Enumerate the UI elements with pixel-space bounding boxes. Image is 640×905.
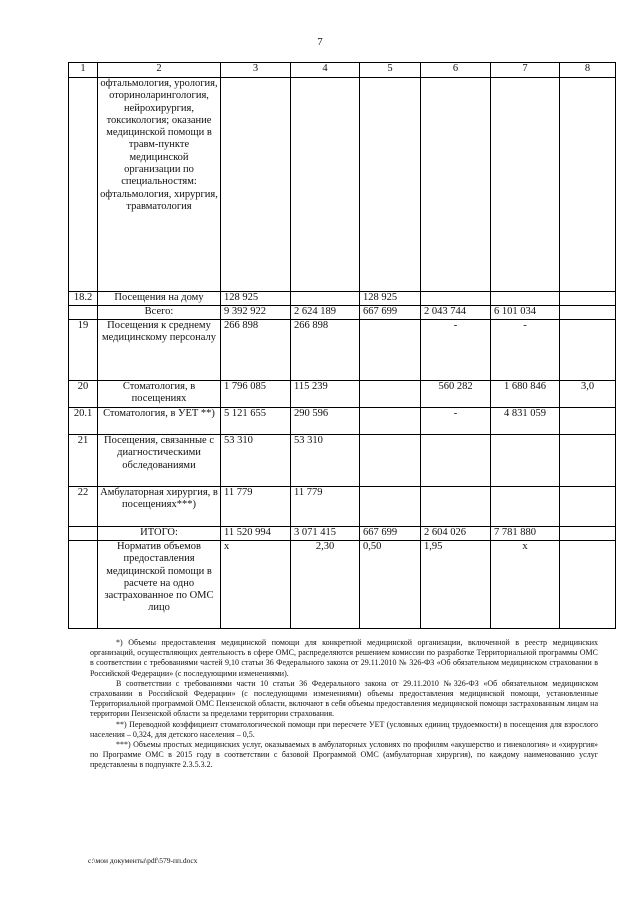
row-number bbox=[69, 78, 98, 292]
column-header: 2 bbox=[98, 63, 221, 78]
row-number bbox=[69, 527, 98, 541]
footnote: ***) Объемы простых медицинских услуг, оказываемых в амбулаторных условиях по профилям «акушерство и гинекология» и «хирургия» по Программе ОМС в 2015 году в соответствии с базовой Программой ОМС (амбулаторная хирургия), по каждому наименованию услуг представлены в подпункте 2.3.5.3.2. bbox=[90, 740, 598, 770]
table-cell bbox=[491, 292, 560, 306]
data-table bbox=[68, 62, 616, 629]
table-cell: 1 796 085 bbox=[221, 381, 291, 408]
table-cell: 53 310 bbox=[291, 435, 360, 487]
table-cell bbox=[491, 78, 560, 292]
table-cell bbox=[360, 78, 421, 292]
table-cell bbox=[560, 320, 616, 381]
table-cell bbox=[560, 435, 616, 487]
footnote: **) Переводной коэффициент стоматологической помощи при пересчете УЕТ (условных единиц трудоемкости) в посещения для взрослого населения – 0,324, для детского населения – 0,5. bbox=[90, 719, 598, 739]
table-row bbox=[69, 487, 616, 527]
table-cell: 667 699 bbox=[360, 306, 421, 320]
footnote: В соответствии с требованиями части 10 статьи 36 Федерального закона от 29.11.2010 №326-ФЗ «Об обязательном медицинском страховании в Российской Федерации» (с последующими изменениями) объемы предоставления медицинской помощи, установленные Территориальной программой ОМС Пензенской области, включают в себя объемы предоставления медицинской помощи застрахованным лицам на территории Пензенской области за пределами территории страхования. bbox=[90, 678, 598, 719]
row-label: Всего: bbox=[98, 306, 221, 320]
table-cell bbox=[360, 320, 421, 381]
table-row bbox=[69, 78, 616, 292]
row-number: 20.1 bbox=[69, 408, 98, 435]
table-cell: 7 781 880 bbox=[491, 527, 560, 541]
table-row bbox=[69, 320, 616, 381]
row-label: Амбулаторная хирургия, в посещениях***) bbox=[98, 487, 221, 527]
row-number: 22 bbox=[69, 487, 98, 527]
table-cell bbox=[291, 78, 360, 292]
footnote: *) Объемы предоставления медицинской помощи для конкретной медицинской организации, включенной в реестр медицинских организаций, осуществляющих деятельность в сфере ОМС, распределяются решением комиссии по разработке Территориальной программы ОМС в соответствии с требованиями частей 9,10 статьи 36 Федерального закона от 29.11.2010 № 326-ФЗ «Об обязательном медицинском страховании в Российской Федерации» (с последующими изменениями). bbox=[90, 638, 598, 678]
table-cell bbox=[560, 527, 616, 541]
table-cell: 11 779 bbox=[291, 487, 360, 527]
row-label: Посещения, связанные с диагностическими обследованиями bbox=[98, 435, 221, 487]
row-label: Стоматология, в УЕТ **) bbox=[98, 408, 221, 435]
column-header: 8 bbox=[560, 63, 616, 78]
table-cell: - bbox=[421, 408, 491, 435]
table-cell: х bbox=[491, 541, 560, 629]
footnotes bbox=[90, 638, 598, 771]
table-cell: 4 831 059 bbox=[491, 408, 560, 435]
table-cell bbox=[421, 487, 491, 527]
table-row bbox=[69, 306, 616, 320]
table-cell: 6 101 034 bbox=[491, 306, 560, 320]
table-cell: 11 520 994 bbox=[221, 527, 291, 541]
table-cell bbox=[421, 78, 491, 292]
table-row bbox=[69, 541, 616, 629]
table-cell bbox=[360, 487, 421, 527]
table-row bbox=[69, 435, 616, 487]
table-cell bbox=[560, 408, 616, 435]
table-cell bbox=[360, 435, 421, 487]
column-header: 4 bbox=[291, 63, 360, 78]
table-cell: 3 071 415 bbox=[291, 527, 360, 541]
table-header-row bbox=[69, 63, 616, 78]
row-number: 21 bbox=[69, 435, 98, 487]
table-cell bbox=[491, 435, 560, 487]
table-cell: 128 925 bbox=[221, 292, 291, 306]
table-cell: 2 043 744 bbox=[421, 306, 491, 320]
table-cell: 3,0 bbox=[560, 381, 616, 408]
table-cell: х bbox=[221, 541, 291, 629]
table-cell bbox=[560, 78, 616, 292]
table-cell: 266 898 bbox=[221, 320, 291, 381]
row-number: 20 bbox=[69, 381, 98, 408]
column-header: 6 bbox=[421, 63, 491, 78]
table-cell: 266 898 bbox=[291, 320, 360, 381]
table-cell bbox=[560, 306, 616, 320]
table-cell: 0,50 bbox=[360, 541, 421, 629]
table-cell: 2 624 189 bbox=[291, 306, 360, 320]
table-cell bbox=[421, 435, 491, 487]
file-path: c:\мои документы\pdf\579-пп.docx bbox=[88, 856, 198, 865]
row-number bbox=[69, 541, 98, 629]
table-row bbox=[69, 408, 616, 435]
table-cell bbox=[221, 78, 291, 292]
table-row bbox=[69, 381, 616, 408]
row-label: Посещения на дому bbox=[98, 292, 221, 306]
table-cell: 1 680 846 bbox=[491, 381, 560, 408]
table-cell bbox=[560, 292, 616, 306]
table-cell: 560 282 bbox=[421, 381, 491, 408]
table-cell bbox=[360, 381, 421, 408]
table-cell bbox=[291, 292, 360, 306]
column-header: 3 bbox=[221, 63, 291, 78]
table-cell bbox=[421, 292, 491, 306]
table-cell: 2,30 bbox=[291, 541, 360, 629]
table-cell: - bbox=[421, 320, 491, 381]
table-cell: 53 310 bbox=[221, 435, 291, 487]
page-number: 7 bbox=[317, 36, 323, 48]
row-label: офтальмология, урология, оториноларингология, нейрохирургия, токсикология; оказание медицинской помощи в травм-пункте медицинской организации по специальностям: офтальмология, хирургия, травматология bbox=[98, 78, 221, 292]
row-label: ИТОГО: bbox=[98, 527, 221, 541]
table-cell: - bbox=[491, 320, 560, 381]
row-number bbox=[69, 306, 98, 320]
table-cell: 1,95 bbox=[421, 541, 491, 629]
row-number: 19 bbox=[69, 320, 98, 381]
table-cell: 5 121 655 bbox=[221, 408, 291, 435]
column-header: 7 bbox=[491, 63, 560, 78]
table-cell: 128 925 bbox=[360, 292, 421, 306]
column-header: 1 bbox=[69, 63, 98, 78]
table-cell: 2 604 026 bbox=[421, 527, 491, 541]
table-cell: 667 699 bbox=[360, 527, 421, 541]
table-cell bbox=[560, 541, 616, 629]
row-label: Посещения к среднему медицинскому персоналу bbox=[98, 320, 221, 381]
table-cell bbox=[360, 408, 421, 435]
row-label: Норматив объемов предоставления медицинской помощи в расчете на одно застрахованное по ОМС лицо bbox=[98, 541, 221, 629]
table-row bbox=[69, 292, 616, 306]
table-cell: 290 596 bbox=[291, 408, 360, 435]
table-cell: 115 239 bbox=[291, 381, 360, 408]
row-label: Стоматология, в посещениях bbox=[98, 381, 221, 408]
table-cell bbox=[560, 487, 616, 527]
column-header: 5 bbox=[360, 63, 421, 78]
row-number: 18.2 bbox=[69, 292, 98, 306]
table-cell: 11 779 bbox=[221, 487, 291, 527]
table-row bbox=[69, 527, 616, 541]
table-cell: 9 392 922 bbox=[221, 306, 291, 320]
table-cell bbox=[491, 487, 560, 527]
